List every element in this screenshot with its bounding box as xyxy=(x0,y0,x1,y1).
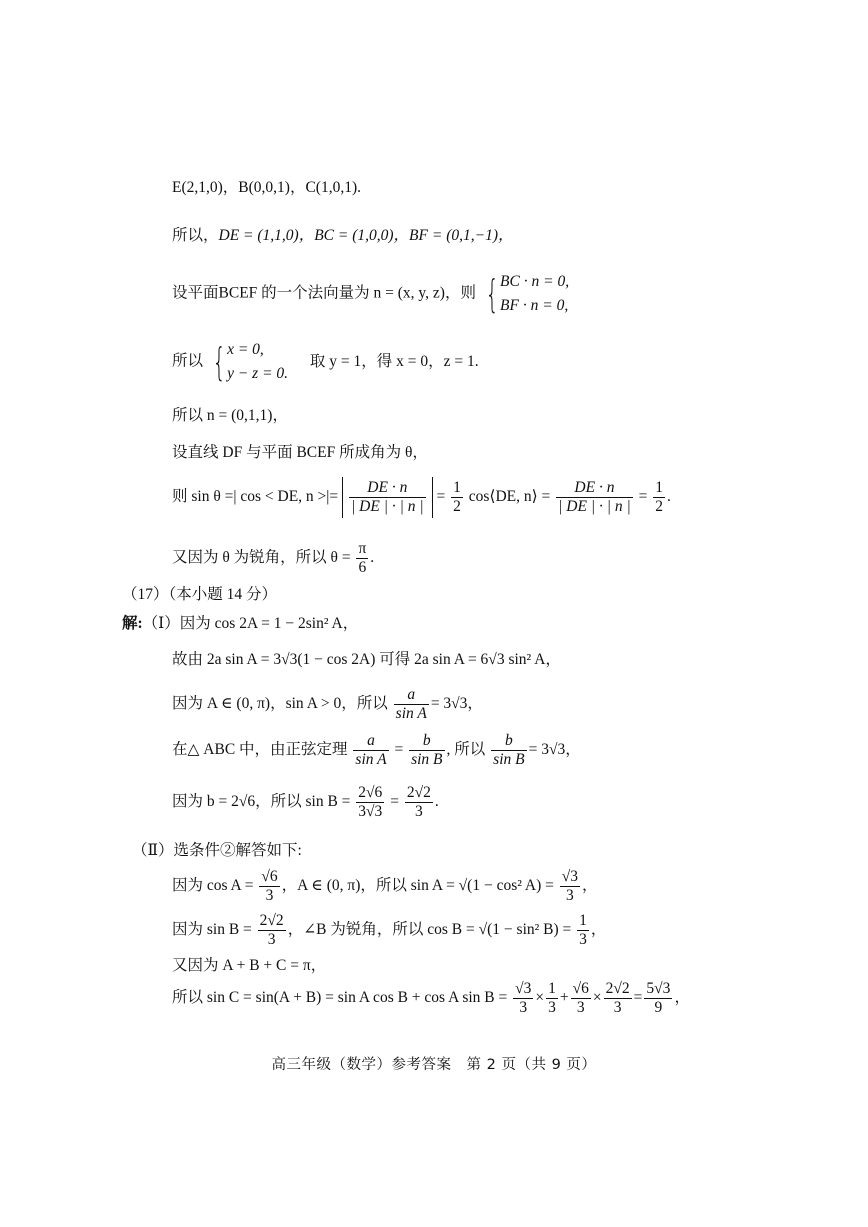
theta-result-prefix: 又因为 θ 为锐角，所以 θ = xyxy=(172,548,351,566)
half-denominator: 2 xyxy=(453,497,461,515)
normal-vector-prefix: 设平面 xyxy=(172,284,219,302)
solve-eq-2: y − z = 0. xyxy=(227,365,289,383)
fraction-numerator: 2√2 xyxy=(259,912,284,929)
part-2-line-3: 又因为 A + B + C = π， xyxy=(172,957,327,974)
half-numerator: 1 xyxy=(453,479,461,496)
normal-vector-system xyxy=(500,270,569,318)
angle-definition: 设直线 DF 与平面 BCEF 所成角为 θ， xyxy=(172,444,428,461)
coordinates-line: E(2,1,0)，B(0,0,1)，C(1,0,1). xyxy=(172,179,361,196)
sin-theta-prefix: 则 sin θ =| cos < DE, n >|= xyxy=(172,487,339,505)
solution-label: 解: xyxy=(122,615,143,632)
fraction-denominator: sin A xyxy=(355,750,387,768)
fraction-numerator: 1 xyxy=(548,980,556,997)
fraction-numerator: DE · n xyxy=(349,479,426,498)
fraction-denominator: 3 xyxy=(579,930,587,948)
solve-system-line xyxy=(172,338,479,386)
half-denominator: 2 xyxy=(655,497,663,515)
part-1-line-3 xyxy=(172,686,483,723)
normal-vector-line xyxy=(172,270,569,318)
fraction-denominator: 3 xyxy=(519,998,528,1016)
solve-eq-1: x = 0, xyxy=(227,341,264,358)
page-footer: 高三年级（数学）参考答案 第 2 页（共 9 页） xyxy=(271,1057,597,1073)
fraction-numerator: b xyxy=(491,732,526,751)
vectors-line xyxy=(172,228,513,244)
part-1-text-5: 因为 b = 2√6，所以 sin B = xyxy=(172,792,351,810)
solve-prefix: 所以 xyxy=(172,352,204,370)
solve-result: 取 y = 1，得 x = 0，z = 1. xyxy=(309,352,479,370)
fraction-numerator: 2√2 xyxy=(605,980,630,997)
pi-numerator: π xyxy=(358,540,367,557)
left-brace-icon: { xyxy=(485,272,499,317)
fraction-denominator: 3 xyxy=(576,998,585,1016)
half-numerator: 1 xyxy=(655,479,663,496)
fraction-tail: = 3√3， xyxy=(430,694,483,712)
fraction-denominator: 3 xyxy=(265,886,274,904)
fraction-denominator: 3 xyxy=(414,802,423,820)
fraction-denominator: 3 xyxy=(548,998,556,1016)
system-eq-2: BF · n = 0, xyxy=(500,297,569,315)
normal-vector-result: 所以 n = (0,1,1)， xyxy=(172,407,288,424)
fraction-numerator: 1 xyxy=(579,912,587,929)
part-2-text-1: 因为 cos A = xyxy=(172,876,254,894)
part-1-line-4: 在△ ABC 中，由正弦定理 $\frac{a}{\text{sin A}}$ = $\frac{b}{\text{sin B}}$ , 所以 $\frac{b}{\text{sin B}}$ = 3√3， xyxy=(172,732,581,768)
fraction-numerator: √6 xyxy=(261,868,278,885)
part-2-line-2: 因为 sin B = $\frac{2√2}{3}$ ，∠B 为锐角，所以 cos B = √(1 − sin² B) = $\frac{1}{3}$ ， xyxy=(172,912,607,948)
question-17-heading: （17）（本小题 14 分） xyxy=(122,586,278,603)
part-1-text-4: 在△ ABC 中，由正弦定理 xyxy=(172,740,348,758)
sin-theta-line xyxy=(172,477,671,518)
fraction-denominator: | DE | · | n | xyxy=(558,497,631,515)
fraction-denominator: | DE | · | n | xyxy=(351,497,424,515)
part-2-text-4: 所以 sin C = sin(A + B) = sin A cos B + cos A sin B = xyxy=(172,988,508,1006)
fraction-numerator: √3 xyxy=(561,868,579,885)
fraction-denominator: sin A xyxy=(395,704,427,722)
equals-sign: = xyxy=(436,487,450,505)
fraction-tail: = 3√3， xyxy=(528,740,581,758)
abs-fraction xyxy=(342,477,433,518)
fraction-numerator: b xyxy=(409,732,444,751)
fraction-numerator: a xyxy=(353,732,388,751)
fraction-denominator: 3 xyxy=(566,886,574,904)
fraction-numerator: DE · n xyxy=(556,479,633,498)
part-2-line-4: 所以 sin C = sin(A + B) = sin A cos B + cos A sin B = $\frac{√3}{3}$ × $\frac{1}{3}$ + $\frac{√6}{3}$ × $\frac{2√2}{3}$ = $\frac{5√3}{9}$ ， xyxy=(172,980,690,1016)
fraction-denominator: 3 xyxy=(613,998,622,1016)
fraction-numerator: 2√2 xyxy=(406,784,431,801)
part-1-line-2: 故由 2a sin A = 3√3(1 − cos 2A) 可得 2a sin A = 6√3 sin² A， xyxy=(172,651,561,668)
vectors-prefix: 所以， xyxy=(172,227,219,244)
part-1-text-1: （Ⅰ）因为 cos 2A = 1 − 2sin² A， xyxy=(142,615,359,632)
left-brace-icon: { xyxy=(212,340,226,385)
fraction-numerator: 5√3 xyxy=(646,980,671,997)
solve-system xyxy=(227,338,288,386)
system-eq-1: BC · n = 0, xyxy=(500,273,570,290)
fraction-denominator: 3 xyxy=(267,930,276,948)
fraction-numerator: √3 xyxy=(515,980,532,997)
part-2-line-1: 因为 cos A = $\frac{√6}{3}$ ，A ∈ (0, π)，所以 sin A = √(1 − cos² A) = $\frac{√3}{3}$ ， xyxy=(172,868,598,904)
part-1-line-1 xyxy=(122,616,358,632)
fraction-denominator: sin B xyxy=(493,750,525,768)
part-2-mid-2: ，∠B 为锐角，所以 cos B = √(1 − sin² B) = xyxy=(287,920,572,938)
fraction-denominator: sin B xyxy=(411,750,443,768)
part-2-mid-1: ，A ∈ (0, π)，所以 sin A = √(1 − cos² A) = xyxy=(281,876,554,894)
part-1-line-5: 因为 b = 2√6，所以 sin B = $\frac{2√6}{3√3}$ = $\frac{2√2}{3}$ . xyxy=(172,784,439,820)
part-1-text-3: 因为 A ∈ (0, π)，sin A > 0，所以 xyxy=(172,694,388,712)
period: . xyxy=(667,487,671,505)
fraction-numerator: 2√6 xyxy=(358,784,383,801)
normal-vector-text: BCEF 的一个法向量为 n = (x, y, z)，则 xyxy=(218,284,476,302)
vectors-expr: DE = (1,1,0)，BC = (1,0,0)，BF = (0,1,−1)， xyxy=(218,227,514,244)
theta-result-line: 又因为 θ 为锐角，所以 θ = $\frac{\pi}{6}$ . xyxy=(172,540,375,576)
part-2-heading: （Ⅱ）选条件②解答如下: xyxy=(132,842,302,859)
cos-expression: cos⟨DE, n⟩ = xyxy=(468,487,551,505)
fraction-numerator: a xyxy=(394,686,429,705)
fraction-numerator: √6 xyxy=(572,980,589,997)
fraction-denominator: 9 xyxy=(654,998,663,1016)
part-2-text-2: 因为 sin B = xyxy=(172,920,252,938)
fraction-denominator: 3√3 xyxy=(358,802,383,820)
pi-denominator: 6 xyxy=(358,558,367,576)
part-1-mid-4: , 所以 xyxy=(446,740,486,758)
equals-sign: = xyxy=(638,487,652,505)
